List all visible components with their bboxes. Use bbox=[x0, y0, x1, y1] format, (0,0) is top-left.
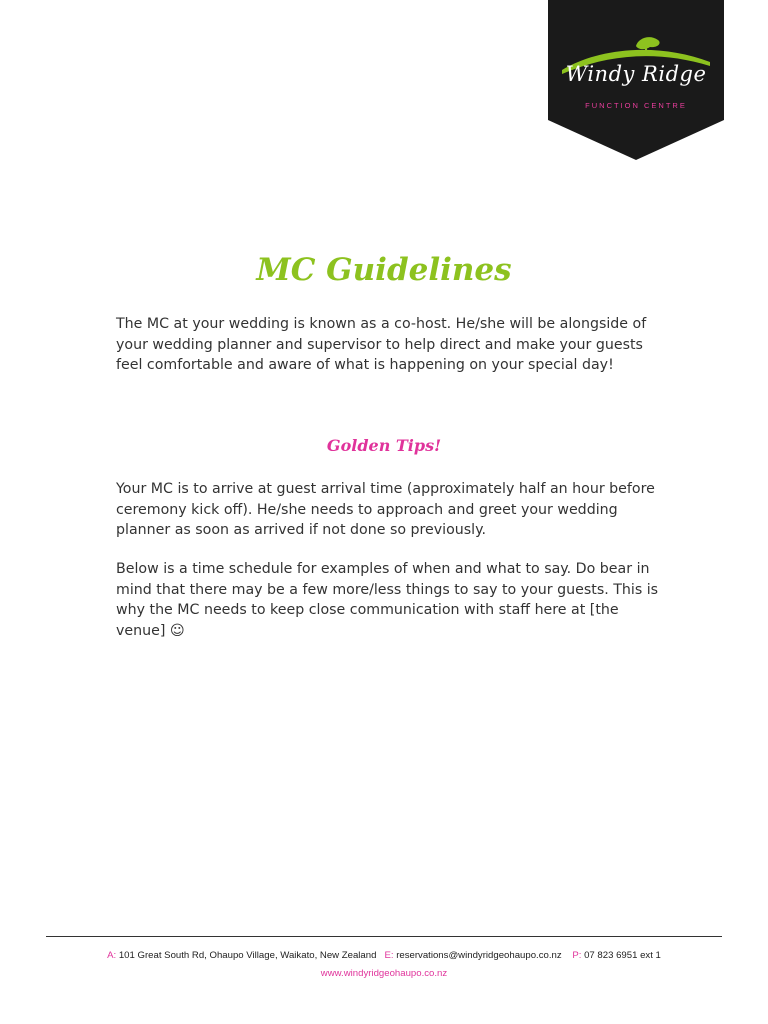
footer-contact bbox=[0, 950, 768, 961]
phone-label: P: bbox=[572, 950, 582, 961]
footer-phone: 07 823 6951 ext 1 bbox=[584, 950, 661, 961]
address-label: A: bbox=[107, 950, 117, 961]
schedule-paragraph: Below is a time schedule for examples of when and what to say. Do bear in mind that there may be a few more/less things to say to your guests. This is why the MC needs to keep close communication with staff here at [the venue] ☺ bbox=[116, 561, 659, 639]
email-label: E: bbox=[384, 950, 394, 961]
footer-email[interactable]: reservations@windyridgeohaupo.co.nz bbox=[396, 950, 562, 961]
page-title: MC Guidelines bbox=[256, 252, 512, 288]
arrival-paragraph: Your MC is to arrive at guest arrival time (approximately half an hour before ceremony kick off). He/she needs to approach and greet your wedding planner as soon as arrived if not done so previously. bbox=[116, 481, 655, 538]
intro-paragraph: The MC at your wedding is known as a co-host. He/she will be alongside of your wedding planner and supervisor to help direct and make your guests feel comfortable and aware of what is happening on your special day! bbox=[116, 316, 647, 373]
logo-name: Windy Ridge bbox=[565, 62, 707, 86]
footer-address: 101 Great South Rd, Ohaupo Village, Waikato, New Zealand bbox=[118, 950, 377, 961]
logo-subtitle: FUNCTION CENTRE bbox=[585, 101, 687, 110]
footer-website[interactable]: www.windyridgeohaupo.co.nz bbox=[320, 968, 448, 979]
logo-badge bbox=[548, 0, 724, 160]
tips-heading: Golden Tips! bbox=[326, 436, 442, 455]
footer-divider bbox=[46, 936, 722, 937]
